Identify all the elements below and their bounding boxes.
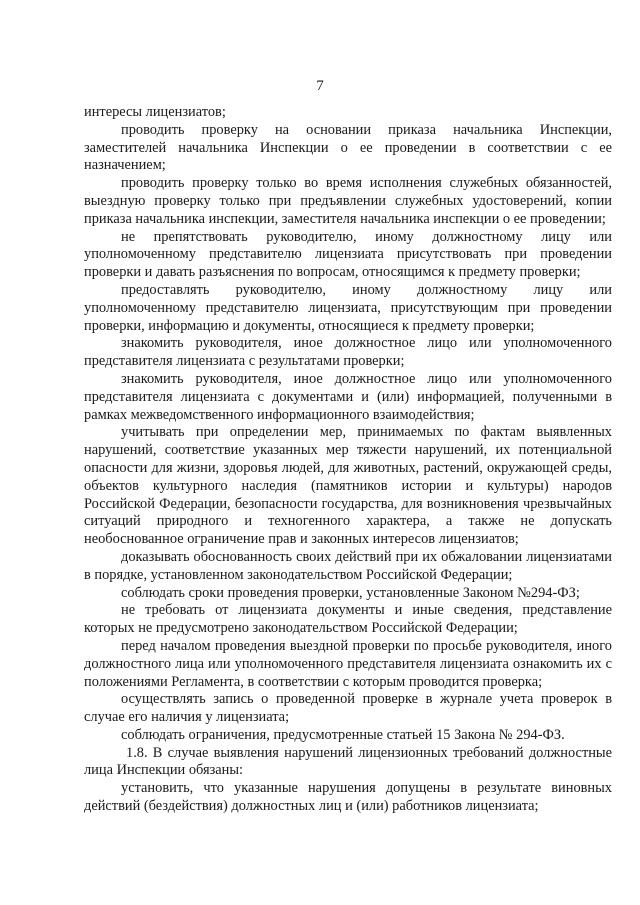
paragraph: проводить проверку только во время исполнения служебных обязанностей, выездную проверку только при предъявлении служебных удостоверений, копии приказа начальника инспекции, заместителя начальника инспекции о ее проведении; xyxy=(84,175,612,227)
paragraph: не препятствовать руководителю, иному должностному лицу или уполномоченному представителю лицензиата присутствовать при проведении проверки и давать разъяснения по вопросам, относящимся к предмету проверки; xyxy=(84,228,612,281)
paragraph: осуществлять запись о проведенной проверке в журнале учета проверок в случае его наличия у лицензиата; xyxy=(84,691,612,726)
paragraph: знакомить руководителя, иное должностное лицо или уполномоченного представителя лицензиата с результатами проверки; xyxy=(84,335,612,370)
page-number: 7 xyxy=(316,78,324,94)
paragraph: знакомить руководителя, иное должностное лицо или уполномоченного представителя лицензиата с документами и (или) информацией, полученными в рамках межведомственного информационного взаимодействия; xyxy=(84,370,612,423)
paragraph: соблюдать ограничения, предусмотренные статьей 15 Закона № 294-ФЗ. xyxy=(121,726,565,743)
section-heading-1-8: 1.8. В случае выявления нарушений лицензионных требований должностные лица Инспекции обязаны: xyxy=(84,744,612,779)
paragraph: предоставлять руководителю, иному должностному лицу или уполномоченному представителю лицензиата, присутствующим при проведении проверки, информацию и документы, относящиеся к предмету проверки; xyxy=(84,281,612,334)
document-body xyxy=(84,104,612,816)
paragraph: доказывать обоснованность своих действий при их обжаловании лицензиатами в порядке, установленном законодательством Российской Федерации; xyxy=(84,548,612,583)
paragraph: перед началом проведения выездной проверки по просьбе руководителя, иного должностного лица или уполномоченного представителя лицензиата ознакомить их с положениями Регламента, в соответствии с которым проводится проверка; xyxy=(84,637,612,690)
paragraph: учитывать при определении мер, принимаемых по фактам выявленных нарушений, соответствие указанных мер тяжести нарушений, их потенциальной опасности для жизни, здоровья людей, для животных, растений, окружающей среды, объектов культурного наследия (памятников истории и культуры) народов Российской Федерации, безопасности государства, для возникновения чрезвычайных ситуаций природного и техногенного характера, а также не допускать необоснованное ограничение прав и законных интересов лицензиатов; xyxy=(84,424,612,548)
paragraph: установить, что указанные нарушения допущены в результате виновных действий (бездействия) должностных лиц и (или) работников лицензиата; xyxy=(84,780,612,815)
paragraph: интересы лицензиатов; xyxy=(84,104,226,120)
paragraph: проводить проверку на основании приказа начальника Инспекции, заместителей начальника Инспекции о ее проведении в соответствии с ее назначением; xyxy=(84,121,612,174)
paragraph: соблюдать сроки проведения проверки, установленные Законом №294-ФЗ; xyxy=(121,584,580,601)
paragraph: не требовать от лицензиата документы и иные сведения, представление которых не предусмотрено законодательством Российской Федерации; xyxy=(84,602,612,637)
